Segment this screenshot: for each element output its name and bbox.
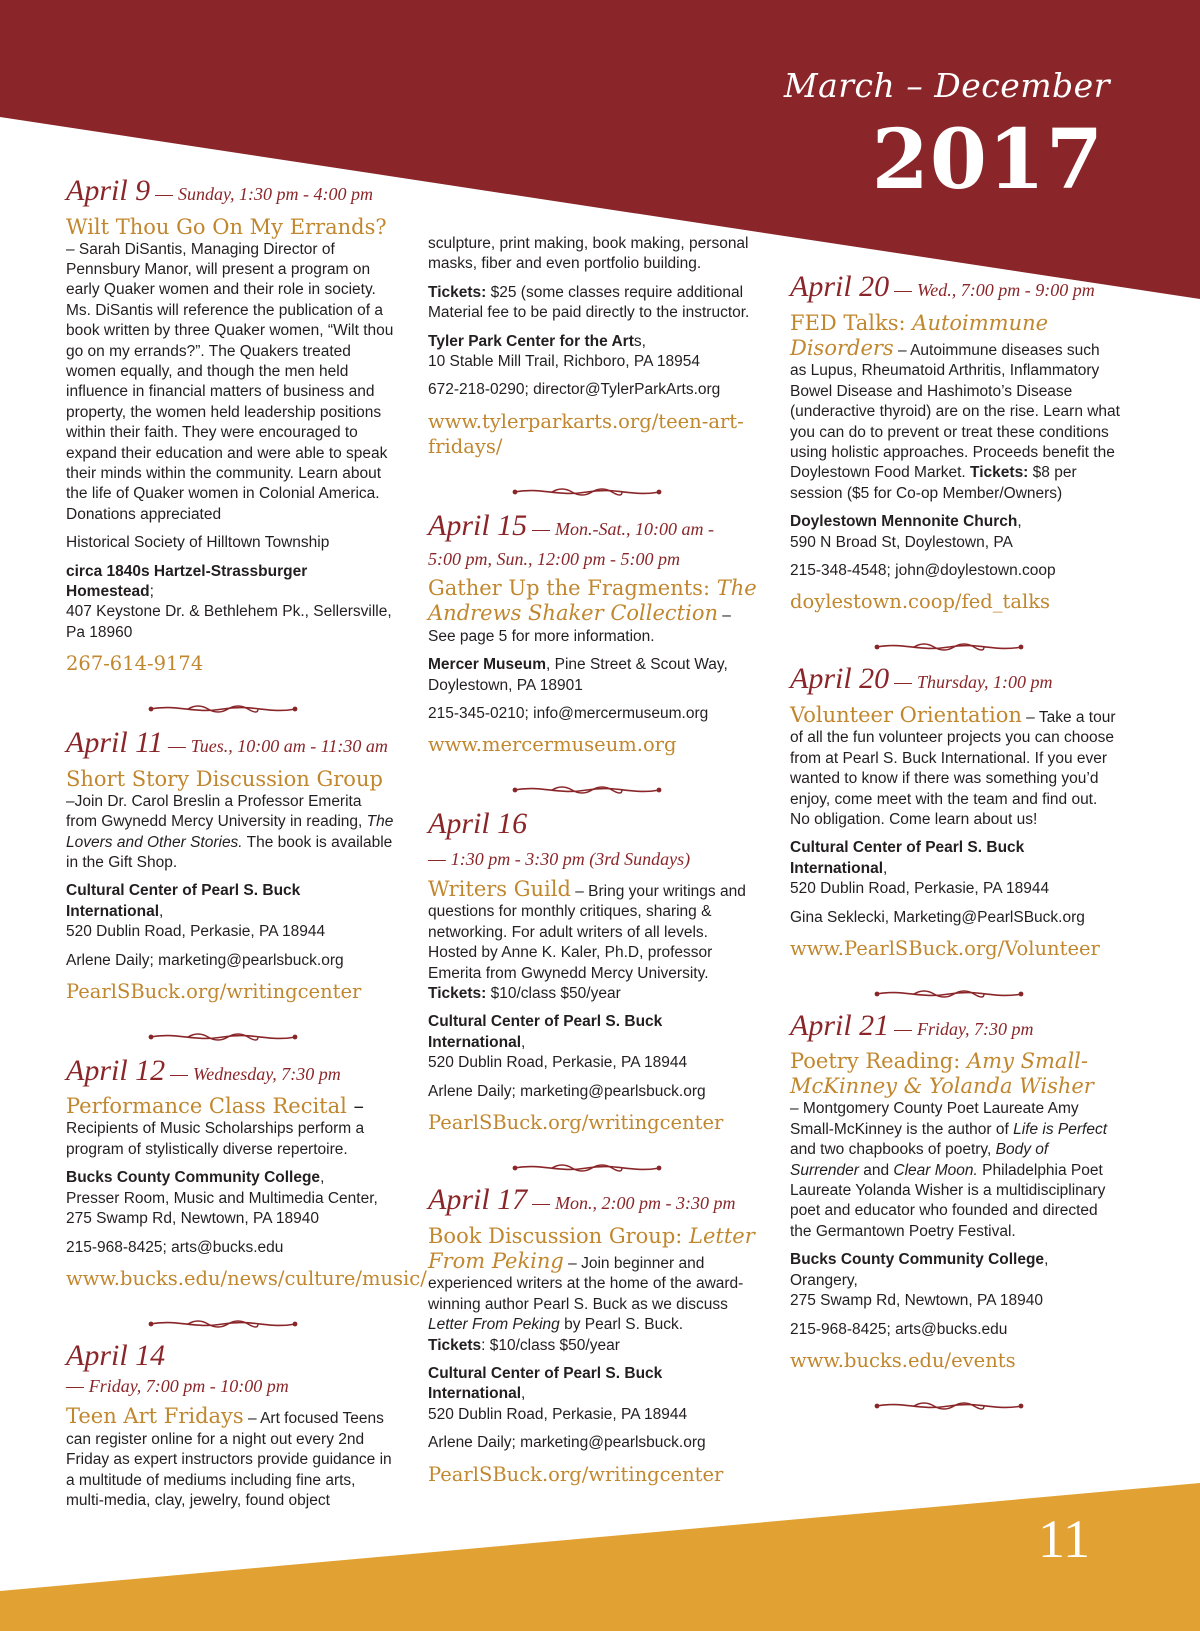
event-venue: Cultural Center of Pearl S. Buck International — [790, 839, 1025, 877]
event-title: Writers Guild — [428, 876, 571, 901]
event-venue-block: Mercer Museum, Pine Street & Scout Way, Doylestown, PA 18901 — [428, 656, 728, 694]
event-link[interactable]: PearlSBuck.org/writingcenter — [428, 1111, 724, 1135]
event-address: 275 Swamp Rd, Newtown, PA 18940 — [790, 1292, 1044, 1310]
event-venue-block: Bucks County Community College, Presser Room, Music and Multimedia Center, 275 Swamp Rd, Newtown, PA 18940 — [66, 1169, 378, 1228]
event-tickets: Tickets: $25 (some classes require additional Material fee to be paid directly to the instructor. — [428, 283, 750, 322]
divider-ornament — [512, 1161, 662, 1175]
event-time-continued: 5:00 pm, Sun., 12:00 pm - 5:00 pm — [428, 549, 680, 570]
event-address: 520 Dublin Road, Perkasie, PA 18944 — [66, 923, 326, 941]
year-heading: 2017 — [871, 112, 1104, 208]
event-description: Recipients of Music Scholarships perform a program of stylistically diverse repertoire. — [66, 1120, 365, 1158]
event-subtitle: Autoimmune Disorders — [790, 310, 1049, 360]
event-title-row — [790, 1049, 1120, 1099]
divider-ornament — [874, 987, 1024, 1001]
event-date-line: April 16 — 1:30 pm - 3:30 pm (3rd Sundays) — [428, 807, 758, 871]
event-title: Book Discussion Group: — [428, 1223, 683, 1248]
event-time: Tues., 10:00 am - 11:30 am — [190, 736, 388, 757]
event-date: April 11 — [66, 726, 163, 760]
event-title: Poetry Reading: — [790, 1049, 961, 1074]
divider-ornament — [874, 1399, 1024, 1413]
event-date-line: April 21 — Friday, 7:30 pm — [790, 1008, 1034, 1042]
event-venue-block: Bucks County Community College, Orangery, 275 Swamp Rd, Newtown, PA 18940 — [790, 1251, 1049, 1310]
event-venue: circa 1840s Hartzel-Strassburger Homestead — [66, 562, 308, 600]
event-venue: Bucks County Community College — [790, 1251, 1045, 1269]
event-address: 520 Dublin Road, Perkasie, PA 18944 — [428, 1054, 688, 1072]
event-title: Volunteer Orientation — [790, 702, 1022, 727]
event-venue-block: Doylestown Mennonite Church, 590 N Broad St, Doylestown, PA — [790, 513, 1022, 551]
event-link[interactable]: www.tylerparkarts.org/teen-art-fridays/ — [428, 409, 744, 458]
event-description: Volunteer Orientation – Take a tour of all the fun volunteer projects you can choose from at Pearl S. Buck International. If you ever wanted to know if there was something you’d enjoy, come meet with the team and find out. No obligation. Come learn about us! — [790, 702, 1116, 828]
event-address: 520 Dublin Road, Perkasie, PA 18944 — [790, 880, 1050, 898]
event-venue: Mercer Museum — [428, 656, 547, 674]
event-date: April 9 — [66, 174, 151, 207]
page-number: 11 — [1038, 1509, 1090, 1569]
event-description: – Sarah DiSantis, Managing Director of Pennsbury Manor, will present a program on early Quaker women and their role in society. Ms. DiSantis will reference the publication of a book written by three Quaker women, “Wilt thou go on my errands?”. The Quakers treated women equally, and though the men held influence in financial matters of business and property, the women held leadership positions within their faith. They were encouraged to expand their education and were able to speak their minds within the community. Learn about the life of Quaker women in Colonial America. Donations appreciated — [66, 240, 394, 523]
event-description: –Join Dr. Carol Breslin a Professor Emerita from Gwynedd Mercy University in reading, The Lovers and Other Stories. The book is available in the Gift Shop. — [66, 792, 394, 871]
event-april-9 — [66, 174, 396, 676]
event-april-17 — [428, 1183, 758, 1487]
event-date-line: April 9 — Sunday, 1:30 pm - 4:00 pm — [66, 174, 373, 207]
event-description-continued: sculpture, print making, book making, personal masks, fiber and even portfolio building. — [428, 235, 749, 273]
event-link[interactable]: www.mercermuseum.org — [428, 733, 677, 757]
book-title: The Lovers and Other Stories. — [66, 813, 394, 851]
event-date-line: April 12 — Wednesday, 7:30 pm — [66, 1053, 341, 1087]
date-range-heading: March – December — [783, 66, 1110, 105]
event-link[interactable]: www.bucks.edu/events — [790, 1348, 1016, 1372]
column-1 — [66, 174, 427, 1511]
event-date: April 21 — [790, 1008, 890, 1042]
event-address: 520 Dublin Road, Perkasie, PA 18944 — [428, 1405, 688, 1423]
event-contact: 215-348-4548; john@doylestown.coop — [790, 561, 1056, 579]
event-time: Friday, 7:00 pm - 10:00 pm — [88, 1376, 289, 1397]
event-april-14 — [66, 1339, 396, 1512]
event-link[interactable]: www.bucks.edu/news/culture/music/ — [66, 1266, 427, 1290]
divider-ornament — [148, 702, 298, 716]
event-venue: Doylestown Mennonite Church — [790, 513, 1018, 531]
event-april-16 — [428, 807, 758, 1135]
event-subtitle: Amy Small-McKinney & Yolanda Wisher — [790, 1049, 1094, 1099]
event-date: April 14 — [66, 1338, 166, 1372]
event-time: Friday, 7:30 pm — [916, 1018, 1034, 1039]
event-contact: 215-968-8425; arts@bucks.edu — [790, 1320, 1008, 1338]
event-title: FED Talks: — [790, 310, 906, 335]
event-subtitle: Letter From Peking — [428, 1223, 755, 1273]
event-april-20-volunteer — [790, 662, 1120, 961]
event-time: Mon.-Sat., 10:00 am - — [554, 518, 714, 539]
event-date-line: April 11 — Tues., 10:00 am - 11:30 am — [66, 726, 388, 760]
event-time: Sunday, 1:30 pm - 4:00 pm — [177, 184, 373, 204]
event-date: April 12 — [66, 1053, 166, 1087]
event-description: – Montgomery County Poet Laureate Amy Small-McKinney is the author of Life is Perfect and two chapbooks of poetry, Body of Surrender and Clear Moon. Philadelphia Poet Laureate Yolanda Wisher is a multidisciplinary poet and educator who founded and directed the Germantown Poetry Festival. — [790, 1100, 1108, 1240]
event-april-11 — [66, 726, 396, 1004]
divider-ornament — [874, 640, 1024, 654]
event-date: April 15 — [428, 508, 528, 542]
event-organizer: Historical Society of Hilltown Township — [66, 534, 330, 552]
event-april-15 — [428, 509, 758, 758]
event-venue: Bucks County Community College — [66, 1169, 321, 1187]
column-3 — [790, 270, 1120, 1413]
event-address: 407 Keystone Dr. & Bethlehem Pk., Sellersville, Pa 18960 — [66, 603, 392, 641]
event-contact: Arlene Daily; marketing@pearlsbuck.org — [428, 1082, 706, 1100]
divider-ornament — [148, 1317, 298, 1331]
event-date: April 16 — [428, 807, 528, 841]
event-venue-block: Cultural Center of Pearl S. Buck International, 520 Dublin Road, Perkasie, PA 18944 — [428, 1013, 688, 1072]
event-address: 590 N Broad St, Doylestown, PA — [790, 533, 1013, 551]
event-address: 10 Stable Mill Trail, Richboro, PA 18954 — [428, 353, 700, 371]
event-venue-block: Tyler Park Center for the Arts, 10 Stable Mill Trail, Richboro, PA 18954 — [428, 332, 700, 371]
event-venue: Cultural Center of Pearl S. Buck International — [66, 882, 301, 920]
event-link[interactable]: www.PearlSBuck.org/Volunteer — [790, 936, 1100, 960]
event-phone: 267-614-9174 — [66, 652, 204, 676]
event-venue-block: Cultural Center of Pearl S. Buck International, 520 Dublin Road, Perkasie, PA 18944 — [790, 839, 1050, 898]
event-time: Mon., 2:00 pm - 3:30 pm — [554, 1193, 736, 1214]
divider-ornament — [512, 485, 662, 499]
event-link[interactable]: PearlSBuck.org/writingcenter — [66, 979, 362, 1003]
event-description: Writers Guild – Bring your writings and questions for monthly critiques, sharing & networking. For adult writers of all levels. Hosted by Anne K. Kaler, Ph.D, professor Emerita from Gwynedd Mercy University. Tickets: $10/class $50/year — [428, 876, 746, 1002]
event-contact: 215-968-8425; arts@bucks.edu — [66, 1238, 284, 1256]
event-description: Gather Up the Fragments: The Andrews Shaker Collection – See page 5 for more information. — [428, 576, 757, 645]
event-date: April 20 — [790, 662, 890, 696]
event-venue-block: Cultural Center of Pearl S. Buck International, 520 Dublin Road, Perkasie, PA 18944 — [66, 882, 326, 941]
event-title: Gather Up the Fragments: — [428, 576, 711, 601]
event-description: Book Discussion Group: Letter From Peking – Join beginner and experienced writers at the home of the award-winning author Pearl S. Buck as we discuss Letter From Peking by Pearl S. Buck. Tickets: $10/class $50/year — [428, 1223, 755, 1354]
event-april-14-continued — [428, 234, 758, 459]
event-address: Presser Room, Music and Multimedia Center, 275 Swamp Rd, Newtown, PA 18940 — [66, 1189, 378, 1228]
event-date: April 20 — [790, 270, 890, 303]
event-contact: 672-218-0290; director@TylerParkArts.org — [428, 381, 721, 399]
event-description: Teen Art Fridays – Art focused Teens can register online for a night out every 2nd Friday as expert instructors provide guidance in a multitude of mediums including fine arts, multi-media, clay, jewelry, found object — [66, 1404, 392, 1510]
event-contact: Arlene Daily; marketing@pearlsbuck.org — [428, 1434, 706, 1452]
event-title: Short Story Discussion Group — [66, 766, 383, 791]
divider-ornament — [512, 783, 662, 797]
event-venue-block: circa 1840s Hartzel-Strassburger Homestead; 407 Keystone Dr. & Bethlehem Pk., Sellersville, Pa 18960 — [66, 562, 392, 641]
event-april-21 — [790, 1009, 1120, 1373]
event-date-line: April 20 — Wed., 7:00 pm - 9:00 pm — [790, 270, 1095, 303]
event-date-line: April 20 — Thursday, 1:00 pm — [790, 662, 1053, 696]
event-link[interactable]: PearlSBuck.org/writingcenter — [428, 1462, 724, 1486]
event-time: Wednesday, 7:30 pm — [192, 1063, 341, 1084]
event-date: April 17 — [428, 1183, 528, 1217]
event-title: Teen Art Fridays — [66, 1404, 244, 1429]
event-april-12 — [66, 1053, 427, 1291]
event-description: FED Talks: Autoimmune Disorders – Autoimmune diseases such as Lupus, Rheumatoid Arthritis, Inflammatory Bowel Disease and Hashimoto’s Disease (underactive thyroid) are on the rise. Learn what you can do to prevent or treat these conditions using holistic approaches. Proceeds benefit the Doylestown Food Market. Tickets: $8 per session ($5 for Co-op Member/Owners) — [790, 310, 1120, 502]
divider-ornament — [148, 1030, 298, 1044]
event-venue: Tyler Park Center for the Art — [428, 332, 634, 350]
event-time: 1:30 pm - 3:30 pm (3rd Sundays) — [450, 848, 691, 869]
event-date-line: April 15 — Mon.-Sat., 10:00 am - 5:00 pm, Sun., 12:00 pm - 5:00 pm — [428, 509, 758, 570]
event-time: Thursday, 1:00 pm — [916, 672, 1053, 693]
event-date-line: April 14 — Friday, 7:00 pm - 10:00 pm — [66, 1339, 396, 1399]
event-date-line: April 17 — Mon., 2:00 pm - 3:30 pm — [428, 1183, 736, 1217]
event-title: Performance Class Recital — [66, 1094, 347, 1119]
event-link[interactable]: doylestown.coop/fed_talks — [790, 590, 1051, 614]
event-title: Wilt Thou Go On My Errands? — [66, 214, 387, 239]
event-subtitle: The Andrews Shaker Collection — [428, 576, 757, 626]
event-venue-block: Cultural Center of Pearl S. Buck International, 520 Dublin Road, Perkasie, PA 18944 — [428, 1364, 688, 1423]
event-contact: Gina Seklecki, Marketing@PearlSBuck.org — [790, 908, 1085, 926]
event-contact: 215-345-0210; info@mercermuseum.org — [428, 705, 709, 723]
event-venue: Cultural Center of Pearl S. Buck International — [428, 1364, 663, 1403]
column-2 — [428, 234, 758, 1487]
event-title-row: Performance Class Recital – — [66, 1094, 365, 1119]
event-april-20-fed-talks — [790, 270, 1120, 614]
event-time: Wed., 7:00 pm - 9:00 pm — [916, 280, 1095, 300]
event-venue: Cultural Center of Pearl S. Buck International — [428, 1013, 663, 1051]
event-contact: Arlene Daily; marketing@pearlsbuck.org — [66, 951, 344, 969]
